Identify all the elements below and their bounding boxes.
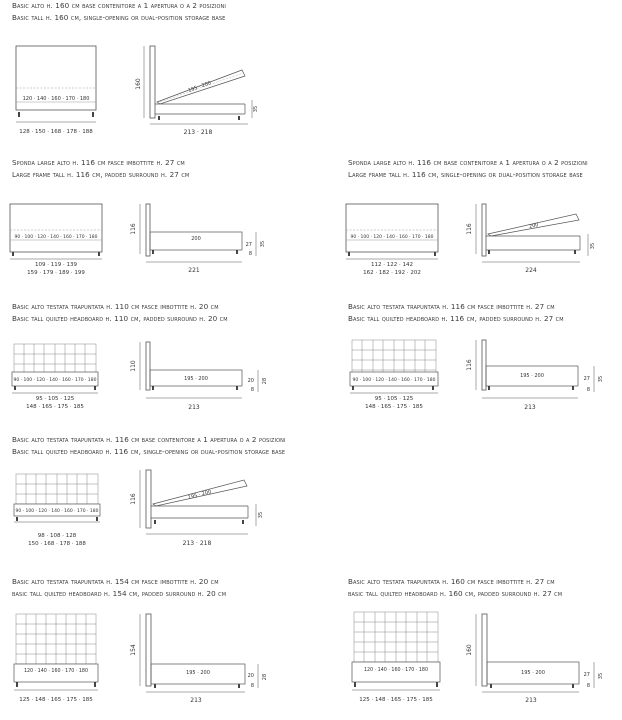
- side-foot-label: 8: [248, 251, 252, 257]
- front-width2-label: 159 · 179 · 189 · 199: [27, 270, 85, 276]
- side-height-label: 116: [130, 493, 137, 505]
- side-height-label: 116: [130, 223, 137, 235]
- front-width-label: 112 · 122 · 142: [371, 262, 413, 268]
- caption-it: Basic alto testata trapuntata h. 160 cm fasce imbottite h. 27 cm: [348, 577, 555, 586]
- side-length-label: 213: [525, 697, 537, 704]
- front-mattress-label: 120 · 140 · 160 · 170 · 180: [23, 669, 89, 674]
- side-insert-label: 200: [528, 222, 540, 231]
- caption-it: Basic alto testata trapuntata h. 116 cm base contenitore a 1 apertura o a 2 posizioni: [12, 435, 286, 444]
- side-base-label: 28: [262, 377, 268, 385]
- caption-en: basic tall quilted headboard h. 154 cm, padded surround h. 20 cm: [12, 589, 227, 598]
- side-length-label: 213: [190, 697, 202, 704]
- caption-en: Large frame tall h. 116 cm, single-opening or dual-position storage base: [348, 170, 583, 179]
- side-height-label: 154: [130, 644, 137, 656]
- front-mattress-label: 90 · 100 · 120 · 140 · 160 · 170 · 180: [14, 235, 98, 240]
- side-length-label: 213: [188, 404, 200, 411]
- side-insert-label: 195 · 200: [521, 670, 545, 676]
- side-length-label: 213 · 218: [183, 129, 213, 136]
- side-base-label: 28: [262, 673, 268, 681]
- front-width2-label: 162 · 182 · 192 · 202: [363, 270, 421, 276]
- front-mattress-label: 120 · 140 · 160 · 170 · 180: [363, 668, 429, 673]
- side-height-label: 110: [130, 360, 137, 372]
- bed-drawing-storage-160: [0, 40, 320, 140]
- caption-it: Basic alto testata trapuntata h. 116 cm fasce imbottite h. 27 cm: [348, 302, 555, 311]
- side-insert-label: 200: [191, 236, 201, 242]
- side-foot-label: 8: [250, 387, 254, 393]
- front-width-label: 109 · 119 · 139: [35, 262, 77, 268]
- front-width-label: 95 · 105 · 125: [35, 396, 75, 402]
- side-insert-label: 195 · 200: [520, 373, 544, 379]
- bed-drawing-quilted-154: [0, 608, 300, 720]
- front-width-label: 98 · 108 · 128: [37, 533, 77, 539]
- front-width2-label: 150 · 168 · 178 · 188: [28, 541, 86, 547]
- side-insert-label: 195 · 200: [187, 489, 213, 502]
- side-height-label: 116: [466, 223, 473, 235]
- side-length-label: 213 · 218: [182, 540, 212, 547]
- side-length-label: 224: [525, 267, 537, 274]
- caption-en: Large frame tall h. 116 cm, padded surround h. 27 cm: [12, 170, 190, 179]
- side-insert-label: 195 · 200: [184, 376, 208, 382]
- caption-it: Sponda large alto h. 116 cm base contenitore a 1 apertura o a 2 posizioni: [348, 158, 588, 167]
- side-base-label: 35: [258, 511, 264, 519]
- side-base-label: 35: [253, 105, 259, 113]
- front-mattress-label: 90 · 100 · 120 · 140 · 160 · 170 · 180: [15, 509, 99, 514]
- front-mattress-label: 90 · 100 · 120 · 140 · 160 · 170 · 180: [13, 378, 97, 383]
- bed-drawing-quilted-storage: [0, 466, 300, 554]
- bed-drawing-quilted-110: [0, 336, 300, 418]
- side-surround-label: 20: [247, 673, 254, 679]
- front-mattress-label: 90 · 100 · 120 · 140 · 160 · 170 · 180: [350, 235, 434, 240]
- side-surround-label: 27: [245, 242, 252, 248]
- side-foot-label: 8: [586, 683, 590, 689]
- front-mattress-label: 120 · 140 · 160 · 170 · 180: [22, 96, 90, 102]
- caption-it: Basic alto testata trapuntata h. 154 cm fasce imbottite h. 20 cm: [12, 577, 219, 586]
- side-foot-label: 8: [586, 387, 590, 393]
- front-width-label: 95 · 105 · 125: [374, 396, 414, 402]
- side-surround-label: 27: [583, 376, 590, 382]
- side-foot-label: 8: [250, 683, 254, 689]
- front-width-label: 125 · 148 · 165 · 175 · 185: [19, 697, 93, 703]
- bed-drawing-large-frame: [0, 196, 300, 281]
- side-surround-label: 27: [583, 672, 590, 678]
- side-insert-label: 195 · 200: [187, 80, 212, 94]
- caption-en: basic tall quilted headboard h. 160 cm, padded surround h. 27 cm: [348, 589, 563, 598]
- side-base-label: 35: [598, 672, 604, 680]
- front-width-label: 125 · 148 · 165 · 175 · 185: [359, 697, 433, 703]
- caption-en: Basic tall quilted headboard h. 116 cm, padded surround h. 27 cm: [348, 314, 564, 323]
- caption-it: Basic alto testata trapuntata h. 110 cm fasce imbottite h. 20 cm: [12, 302, 219, 311]
- front-mattress-label: 90 · 100 · 120 · 140 · 160 · 170 · 180: [352, 378, 436, 383]
- front-width2-label: 148 · 165 · 175 · 185: [365, 404, 423, 410]
- side-surround-label: 20: [247, 378, 254, 384]
- side-height-label: 116: [466, 359, 473, 371]
- bed-drawing-quilted-160: [336, 608, 622, 720]
- caption-en: Basic tall quilted headboard h. 110 cm, padded surround h. 20 cm: [12, 314, 228, 323]
- side-base-label: 35: [590, 242, 596, 250]
- side-height-label: 160: [466, 644, 473, 656]
- caption-it: Sponda large alto h. 116 cm fasce imbottite h. 27 cm: [12, 158, 185, 167]
- front-width-label: 128 · 150 · 168 · 178 · 188: [19, 129, 93, 135]
- front-width2-label: 148 · 165 · 175 · 185: [26, 404, 84, 410]
- bed-drawing-large-frame-storage: [336, 196, 622, 281]
- caption-en: Basic tall h. 160 cm, single-opening or dual-position storage base: [12, 13, 226, 22]
- side-insert-label: 195 · 200: [186, 670, 210, 676]
- caption-it: Basic alto h. 160 cm base contenitore a 1 apertura o a 2 posizioni: [12, 1, 226, 10]
- bed-drawing-quilted-116: [336, 336, 622, 418]
- side-base-label: 35: [598, 375, 604, 383]
- side-length-label: 213: [524, 404, 536, 411]
- side-height-label: 160: [135, 78, 142, 90]
- caption-en: Basic tall quilted headboard h. 116 cm, single-opening or dual-position storage base: [12, 447, 286, 456]
- side-length-label: 221: [188, 267, 200, 274]
- side-base-label: 35: [260, 240, 266, 248]
